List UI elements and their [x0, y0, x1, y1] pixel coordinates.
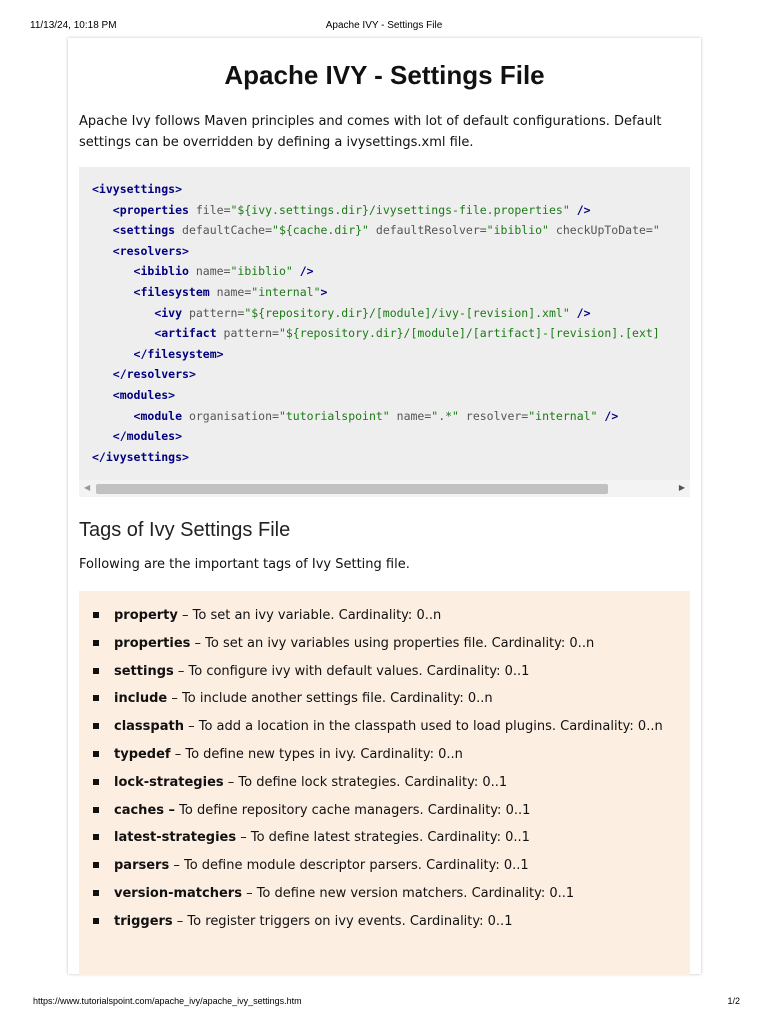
square-bullet-icon [93, 668, 99, 674]
page-title: Apache IVY - Settings File [224, 60, 545, 90]
tag-description: – To add a location in the classpath used to load plugins. Cardinality: 0..n [183, 719, 663, 735]
code-token-tag: </ivysettings> [92, 449, 189, 464]
tag-list-item [79, 855, 690, 876]
code-line [92, 406, 690, 427]
tag-term: version-matchers [114, 885, 242, 901]
code-token-tag: /> [292, 264, 314, 279]
tag-description: – To include another settings file. Cardinality: 0..n [167, 691, 493, 707]
article-page [68, 38, 701, 974]
code-token-val: "ibiblio" [230, 264, 293, 279]
code-listing [92, 179, 690, 467]
code-token-txt [92, 326, 154, 340]
code-token-tag: <module [133, 408, 183, 423]
code-token-val: "${repository.dir}/[module]/[artifact]-[revision].[ext] [278, 326, 660, 341]
scroll-left-arrow-icon[interactable]: ◀ [84, 483, 91, 492]
tag-description: – To define lock strategies. Cardinality: 0..1 [223, 774, 508, 790]
code-token-attr: name= [209, 284, 252, 299]
code-token-tag: </modules> [112, 429, 183, 444]
code-token-tag: /> [569, 305, 591, 320]
code-line [92, 364, 690, 385]
square-bullet-icon [93, 695, 99, 701]
tag-description: – To define new types in ivy. Cardinality: 0..n [170, 746, 463, 762]
print-url: https://www.tutorialspoint.com/apache_ivy/apache_ivy_settings.htm [33, 996, 302, 1006]
tag-list-item [79, 716, 690, 737]
code-token-val: "${cache.dir}" [272, 223, 369, 238]
print-page-number: 1/2 [727, 996, 740, 1006]
print-title: Apache IVY - Settings File [325, 20, 443, 31]
code-token-txt [92, 347, 134, 361]
code-token-txt [92, 388, 113, 402]
square-bullet-icon [93, 779, 99, 785]
code-token-attr: name= [188, 264, 231, 279]
square-bullet-icon [93, 862, 99, 868]
code-token-attr: defaultCache= [175, 223, 273, 238]
horizontal-scrollbar[interactable] [79, 480, 690, 497]
tag-term: latest-strategies [114, 830, 237, 846]
tag-term: caches – [114, 802, 176, 818]
code-token-txt [92, 203, 113, 217]
code-token-tag: </resolvers> [112, 367, 196, 382]
code-token-tag: <ibiblio [133, 264, 189, 279]
tag-description: – To register triggers on ivy events. Cardinality: 0..1 [172, 913, 513, 929]
code-token-val: "${repository.dir}/[module]/ivy-[revision].xml" [244, 305, 570, 320]
code-token-val: "internal" [251, 284, 321, 299]
code-token-tag: > [320, 284, 328, 299]
section-intro: Following are the important tags of Ivy Setting file. [79, 557, 410, 572]
code-token-tag: /> [597, 408, 619, 423]
tag-description: To define repository cache managers. Cardinality: 0..1 [175, 802, 531, 818]
code-token-attr: pattern= [182, 305, 245, 320]
scroll-thumb[interactable] [96, 484, 608, 494]
code-token-val: " [652, 223, 660, 238]
code-line [92, 385, 690, 406]
tag-term: property [114, 608, 178, 623]
square-bullet-icon [93, 751, 99, 757]
code-token-val: "ibiblio" [486, 223, 549, 238]
tag-term: triggers [114, 913, 173, 929]
square-bullet-icon [93, 834, 99, 840]
print-date: 11/13/24, 10:18 PM [30, 20, 117, 31]
code-token-val: "internal" [528, 408, 598, 423]
square-bullet-icon [93, 890, 99, 896]
code-token-attr: organisation= [182, 408, 279, 423]
code-line [92, 344, 690, 365]
tag-list-item [79, 827, 690, 848]
tag-list-item [79, 772, 690, 793]
code-token-txt [92, 223, 113, 237]
code-token-attr: checkUpToDate= [548, 223, 653, 238]
code-token-val: "${ivy.settings.dir}/ivysettings-file.properties" [230, 202, 570, 217]
code-line [92, 220, 690, 241]
tag-term: properties [114, 635, 191, 651]
tag-description: – To set an ivy variables using properties file. Cardinality: 0..n [190, 635, 595, 651]
tag-term: settings [114, 663, 174, 679]
square-bullet-icon [93, 612, 99, 618]
tag-term: parsers [114, 858, 170, 874]
code-token-attr: defaultResolver= [368, 223, 487, 238]
code-line [92, 241, 690, 262]
code-token-txt [92, 244, 113, 258]
tag-list-item [79, 911, 690, 932]
code-block [79, 167, 690, 497]
intro-paragraph: Apache Ivy follows Maven principles and comes with lot of default configurations. Default settings can be overridden by defining a ivysettings.xml file. [79, 114, 662, 150]
tag-term: lock-strategies [114, 774, 224, 790]
tag-description: – To define new version matchers. Cardinality: 0..1 [241, 885, 575, 901]
square-bullet-icon [93, 640, 99, 646]
tag-term: include [114, 691, 168, 707]
tag-list-item [79, 661, 690, 682]
code-token-txt [92, 306, 154, 320]
code-token-tag: <ivysettings> [92, 182, 183, 196]
tag-description: – To define latest strategies. Cardinality: 0..1 [236, 830, 530, 846]
code-token-txt [92, 285, 134, 299]
code-token-txt [92, 264, 134, 278]
code-line [92, 179, 690, 200]
code-line [92, 282, 690, 303]
code-token-tag: <ivy [154, 305, 183, 320]
code-token-tag: <settings [112, 223, 176, 238]
tag-description: – To define module descriptor parsers. Cardinality: 0..1 [169, 858, 529, 874]
tag-description: – To configure ivy with default values. Cardinality: 0..1 [173, 663, 530, 679]
code-token-attr: resolver= [458, 408, 529, 423]
tag-list-item [79, 605, 690, 626]
code-token-attr: file= [188, 202, 231, 217]
tag-list-item [79, 633, 690, 654]
code-token-tag: <artifact [154, 326, 217, 341]
code-line [92, 303, 690, 324]
square-bullet-icon [93, 723, 99, 729]
code-token-txt [92, 409, 134, 423]
code-token-attr: pattern= [216, 326, 279, 341]
code-line [92, 261, 690, 282]
tag-list-item [79, 883, 690, 904]
code-token-tag: /> [569, 202, 591, 217]
code-token-tag: </filesystem> [133, 346, 224, 361]
code-token-val: ".*" [431, 408, 459, 423]
section-title: Tags of Ivy Settings File [79, 519, 291, 541]
code-token-tag: <properties [112, 202, 189, 217]
code-line [92, 426, 690, 447]
tag-list-item [79, 688, 690, 709]
code-line [92, 323, 690, 344]
code-token-val: "tutorialspoint" [278, 408, 390, 423]
code-token-attr: name= [389, 408, 432, 423]
square-bullet-icon [93, 918, 99, 924]
square-bullet-icon [93, 807, 99, 813]
scroll-right-arrow-icon[interactable]: ▶ [678, 483, 685, 492]
tag-list-item [79, 800, 690, 821]
tag-term: classpath [114, 719, 184, 735]
print-header [0, 0, 768, 34]
tags-list-box [79, 591, 690, 975]
tag-description: – To set an ivy variable. Cardinality: 0..n [177, 608, 442, 623]
tag-list-item [79, 744, 690, 765]
print-footer [0, 990, 768, 1024]
code-token-txt [92, 429, 113, 443]
code-line [92, 447, 690, 468]
code-token-tag: <resolvers> [112, 243, 189, 258]
code-token-tag: <modules> [112, 387, 176, 402]
tags-list [79, 605, 690, 939]
code-line [92, 200, 690, 221]
code-token-tag: <filesystem [133, 284, 210, 299]
code-token-txt [92, 367, 113, 381]
tag-term: typedef [114, 746, 171, 762]
